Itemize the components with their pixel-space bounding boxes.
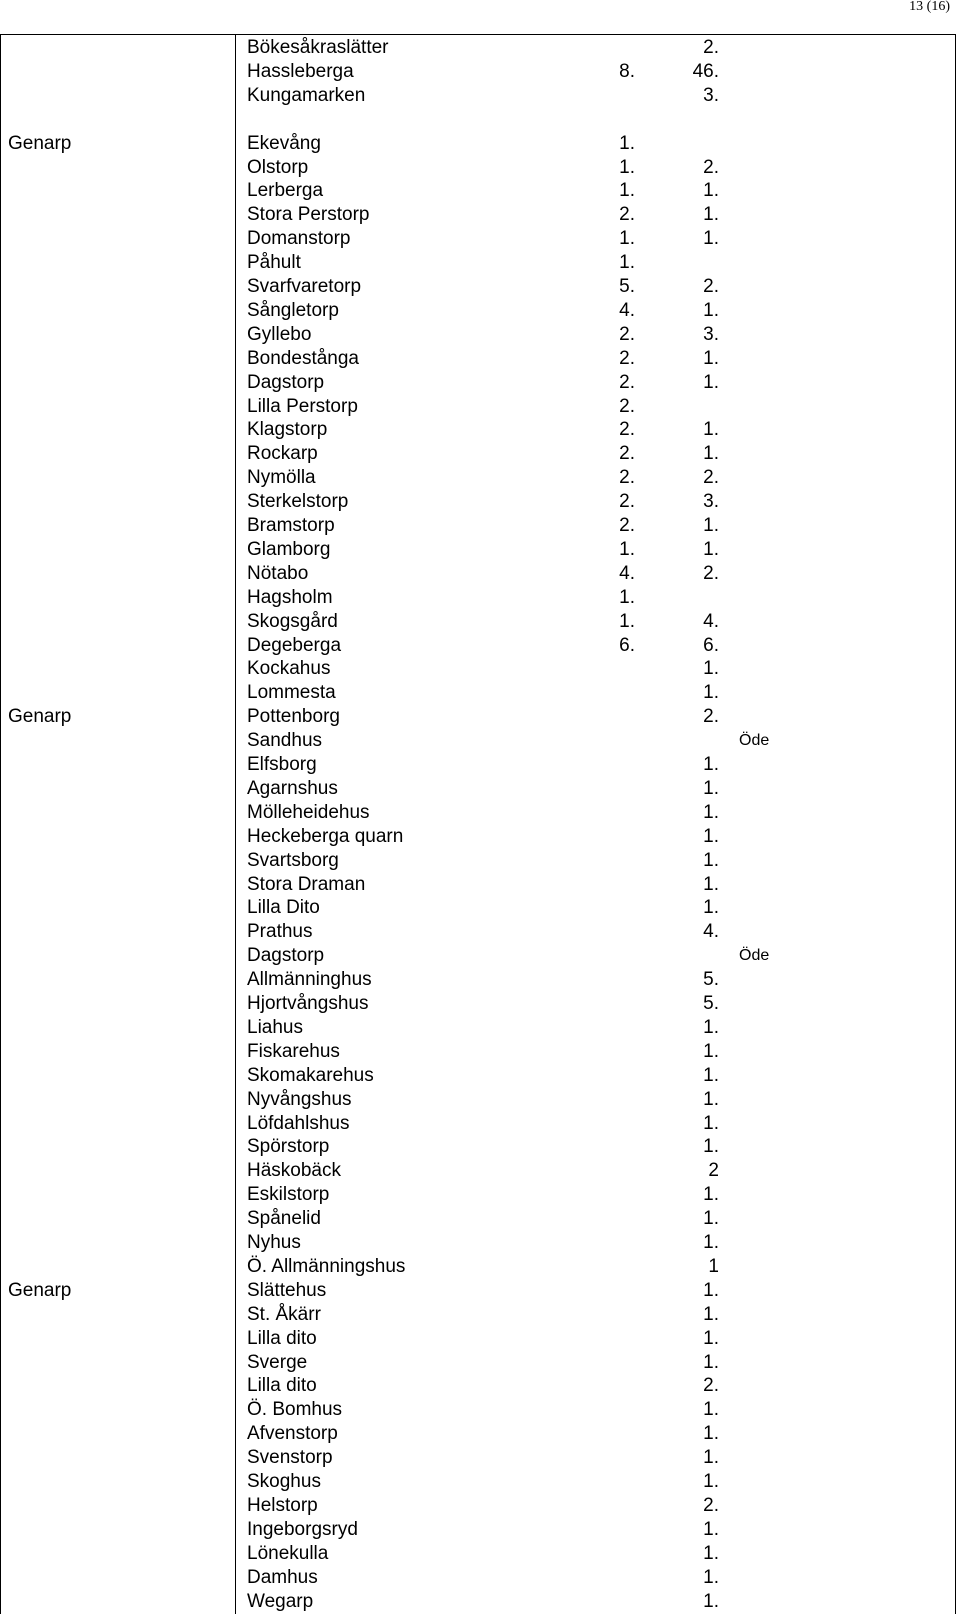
count-column-2: 1. xyxy=(703,1017,719,1038)
count-column-1: 1. xyxy=(619,252,635,273)
count-column-1: 4. xyxy=(619,300,635,321)
place-name: Glamborg xyxy=(247,539,331,560)
place-name: Agarnshus xyxy=(247,778,338,799)
place-name: Helstorp xyxy=(247,1495,318,1516)
place-name: Ingeborgsryd xyxy=(247,1519,358,1540)
count-column-2: 1. xyxy=(703,1591,719,1612)
count-column-1: 1. xyxy=(619,157,635,178)
place-name: Sångletorp xyxy=(247,300,339,321)
place-name: Fiskarehus xyxy=(247,1041,340,1062)
place-name: Bondestånga xyxy=(247,348,359,369)
place-name: Skogsgård xyxy=(247,611,338,632)
count-column-2: 1 xyxy=(708,1256,719,1277)
place-name: Wegarp xyxy=(247,1591,314,1612)
count-column-2: 1. xyxy=(703,419,719,440)
place-name: Kungamarken xyxy=(247,85,366,106)
count-column-2: 2. xyxy=(703,563,719,584)
place-name: Påhult xyxy=(247,252,301,273)
place-name: Sterkelstorp xyxy=(247,491,349,512)
place-name: Degeberga xyxy=(247,635,342,656)
count-column-1: 5. xyxy=(619,276,635,297)
place-name: Häskobäck xyxy=(247,1160,341,1181)
count-column-2: 1. xyxy=(703,1423,719,1444)
count-column-2: 1. xyxy=(703,778,719,799)
place-name: Hassleberga xyxy=(247,61,354,82)
parish-label: Genarp xyxy=(8,1280,72,1301)
count-column-2: 1. xyxy=(703,372,719,393)
place-name: Domanstorp xyxy=(247,228,351,249)
count-column-2: 4. xyxy=(703,611,719,632)
count-column-1: 2. xyxy=(619,419,635,440)
place-name: Ö. Bomhus xyxy=(247,1399,343,1420)
parish-label: Genarp xyxy=(8,133,72,154)
place-name: Lilla Perstorp xyxy=(247,396,358,417)
count-column-2: 46. xyxy=(692,61,719,82)
place-name: Spörstorp xyxy=(247,1136,330,1157)
count-column-2: 5. xyxy=(703,993,719,1014)
page-number: 13 (16) xyxy=(909,0,950,14)
table-border-left xyxy=(0,35,1,1614)
count-column-2: 1. xyxy=(703,348,719,369)
place-name: Slättehus xyxy=(247,1280,327,1301)
count-column-2: 6. xyxy=(703,635,719,656)
place-name: Dagstorp xyxy=(247,372,325,393)
count-column-1: 6. xyxy=(619,635,635,656)
place-name: Lilla dito xyxy=(247,1375,317,1396)
count-column-2: 2. xyxy=(703,1495,719,1516)
count-column-2: 1. xyxy=(703,1136,719,1157)
count-column-1: 2. xyxy=(619,204,635,225)
count-column-1: 1. xyxy=(619,587,635,608)
place-name: Olstorp xyxy=(247,157,309,178)
count-column-2: 1. xyxy=(703,1280,719,1301)
remark-note: Öde xyxy=(739,947,770,964)
count-column-2: 2. xyxy=(703,276,719,297)
place-name: Klagstorp xyxy=(247,419,328,440)
count-column-2: 1. xyxy=(703,1543,719,1564)
count-column-1: 2. xyxy=(619,467,635,488)
place-name: St. Åkärr xyxy=(247,1304,321,1325)
count-column-2: 1. xyxy=(703,443,719,464)
count-column-2: 1. xyxy=(703,897,719,918)
place-name: Gyllebo xyxy=(247,324,312,345)
parish-label: Genarp xyxy=(8,706,72,727)
place-name: Löfdahlshus xyxy=(247,1113,350,1134)
count-column-2: 1. xyxy=(703,300,719,321)
count-column-2: 1. xyxy=(703,1352,719,1373)
place-name: Sverge xyxy=(247,1352,308,1373)
count-column-2: 1. xyxy=(703,1304,719,1325)
count-column-2: 1. xyxy=(703,1113,719,1134)
count-column-2: 1. xyxy=(703,754,719,775)
count-column-1: 8. xyxy=(619,61,635,82)
place-name: Skomakarehus xyxy=(247,1065,374,1086)
count-column-2: 1. xyxy=(703,515,719,536)
count-column-2: 2. xyxy=(703,37,719,58)
place-name: Lilla dito xyxy=(247,1328,317,1349)
count-column-2: 1. xyxy=(703,539,719,560)
count-column-1: 2. xyxy=(619,491,635,512)
place-name: Ekevång xyxy=(247,133,321,154)
place-name: Lommesta xyxy=(247,682,336,703)
place-name: Skoghus xyxy=(247,1471,321,1492)
place-name: Heckeberga quarn xyxy=(247,826,404,847)
table-border-right xyxy=(955,35,956,1614)
count-column-2: 3. xyxy=(703,85,719,106)
remark-note: Öde xyxy=(739,732,770,749)
count-column-2: 1. xyxy=(703,1065,719,1086)
count-column-2: 1. xyxy=(703,1232,719,1253)
place-name: Eskilstorp xyxy=(247,1184,330,1205)
place-name: Elfsborg xyxy=(247,754,317,775)
count-column-2: 2. xyxy=(703,1375,719,1396)
count-column-1: 2. xyxy=(619,372,635,393)
place-name: Spånelid xyxy=(247,1208,321,1229)
count-column-2: 2 xyxy=(708,1160,719,1181)
count-column-2: 1. xyxy=(703,204,719,225)
count-column-2: 1. xyxy=(703,1471,719,1492)
place-name: Stora Perstorp xyxy=(247,204,370,225)
count-column-2: 1. xyxy=(703,1328,719,1349)
place-name: Nyhus xyxy=(247,1232,301,1253)
count-column-1: 1. xyxy=(619,539,635,560)
count-column-1: 1. xyxy=(619,228,635,249)
place-name: Nymölla xyxy=(247,467,316,488)
place-name: Damhus xyxy=(247,1567,318,1588)
place-name: Prathus xyxy=(247,921,313,942)
place-name: Rockarp xyxy=(247,443,318,464)
count-column-2: 4. xyxy=(703,921,719,942)
count-column-2: 2. xyxy=(703,467,719,488)
place-name: Nyvångshus xyxy=(247,1089,352,1110)
count-column-1: 2. xyxy=(619,324,635,345)
count-column-1: 4. xyxy=(619,563,635,584)
place-name: Lerberga xyxy=(247,180,324,201)
place-name: Hagsholm xyxy=(247,587,333,608)
count-column-2: 5. xyxy=(703,969,719,990)
count-column-2: 1. xyxy=(703,180,719,201)
count-column-1: 2. xyxy=(619,443,635,464)
count-column-2: 2. xyxy=(703,157,719,178)
place-name: Lilla Dito xyxy=(247,897,320,918)
column-divider-parish xyxy=(235,35,236,1614)
count-column-2: 1. xyxy=(703,682,719,703)
count-column-1: 2. xyxy=(619,515,635,536)
count-column-2: 1. xyxy=(703,1567,719,1588)
count-column-2: 2. xyxy=(703,706,719,727)
place-name: Afvenstorp xyxy=(247,1423,338,1444)
place-name: Mölleheidehus xyxy=(247,802,370,823)
count-column-1: 1. xyxy=(619,611,635,632)
place-name: Svarfvaretorp xyxy=(247,276,362,297)
count-column-2: 1. xyxy=(703,1447,719,1468)
count-column-2: 1. xyxy=(703,802,719,823)
place-name: Ö. Allmänningshus xyxy=(247,1256,406,1277)
place-name: Sandhus xyxy=(247,730,323,751)
place-name: Stora Draman xyxy=(247,874,366,895)
count-column-2: 1. xyxy=(703,658,719,679)
count-column-2: 1. xyxy=(703,1184,719,1205)
count-column-2: 1. xyxy=(703,874,719,895)
count-column-2: 1. xyxy=(703,1208,719,1229)
count-column-1: 1. xyxy=(619,180,635,201)
place-name: Pottenborg xyxy=(247,706,340,727)
count-column-1: 1. xyxy=(619,133,635,154)
place-name: Bramstorp xyxy=(247,515,335,536)
place-name: Svartsborg xyxy=(247,850,339,871)
count-column-2: 1. xyxy=(703,228,719,249)
place-name: Allmänninghus xyxy=(247,969,372,990)
count-column-2: 1. xyxy=(703,1399,719,1420)
place-name: Nötabo xyxy=(247,563,309,584)
count-column-2: 1. xyxy=(703,826,719,847)
place-name: Lönekulla xyxy=(247,1543,329,1564)
count-column-2: 1. xyxy=(703,1519,719,1540)
place-name: Svenstorp xyxy=(247,1447,333,1468)
count-column-2: 3. xyxy=(703,491,719,512)
count-column-2: 3. xyxy=(703,324,719,345)
place-name: Kockahus xyxy=(247,658,331,679)
count-column-2: 1. xyxy=(703,1041,719,1062)
count-column-1: 2. xyxy=(619,396,635,417)
place-name: Liahus xyxy=(247,1017,303,1038)
place-name: Dagstorp xyxy=(247,945,325,966)
place-name: Hjortvångshus xyxy=(247,993,369,1014)
count-column-2: 1. xyxy=(703,1089,719,1110)
place-name: Bökesåkraslätter xyxy=(247,37,389,58)
register-table xyxy=(0,34,956,1614)
count-column-1: 2. xyxy=(619,348,635,369)
count-column-2: 1. xyxy=(703,850,719,871)
